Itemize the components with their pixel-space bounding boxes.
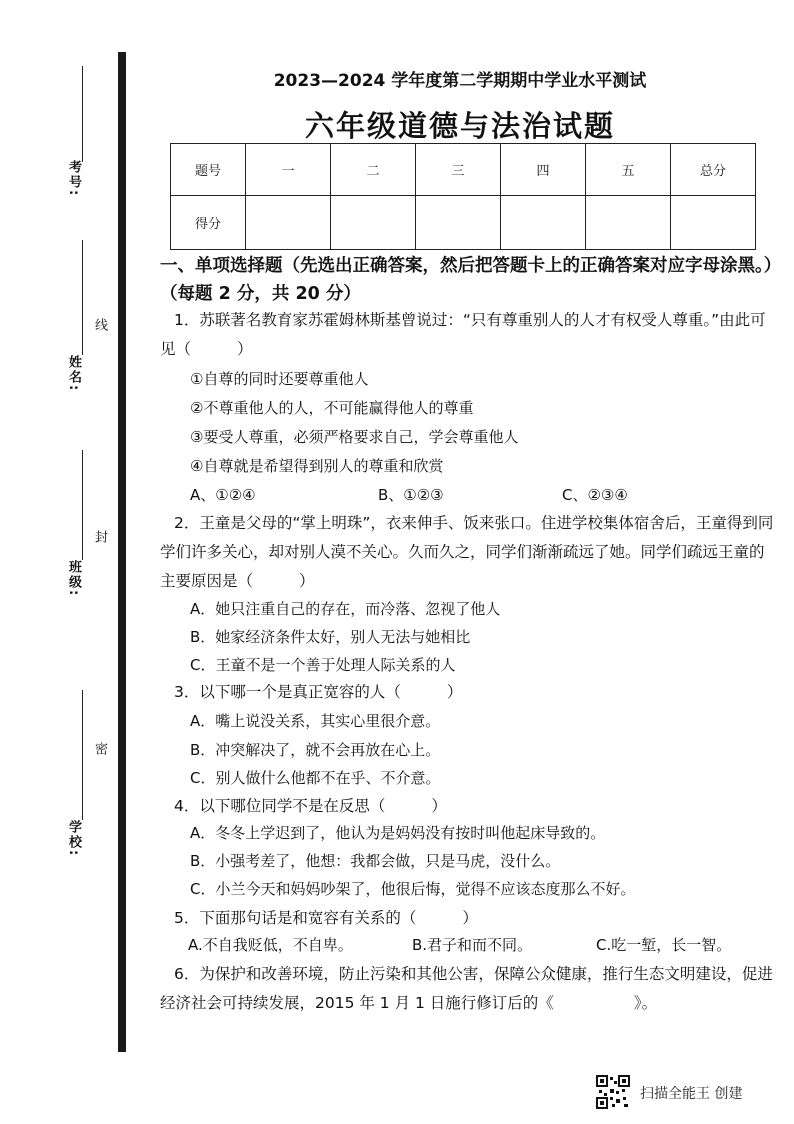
question-1-item: ④自尊就是希望得到别人的尊重和欣赏 [190, 457, 444, 475]
qr-code-icon [596, 1075, 630, 1109]
question-6-stem: 6．为保护和改善环境，防止污染和其他公害，保障公众健康，推行生态文明建设，促进经济社会可持续发展，2015 年 1 月 1 日施行修订后的《 》。 [160, 965, 773, 1012]
score-header-cell: 二 [331, 144, 416, 196]
question-1-item: ③要受人尊重，必须严格要求自己，学会尊重他人 [190, 428, 519, 446]
exam-number-line [82, 66, 83, 162]
class-line [82, 450, 83, 560]
question-5-option-b[interactable]: B.君子和而不同。 [412, 936, 533, 954]
name-label: 姓名: [66, 355, 81, 393]
score-header-cell: 一 [246, 144, 331, 196]
seal-feng-char: 封 [92, 530, 107, 543]
score-cell[interactable] [246, 196, 331, 250]
question-1-option-a[interactable]: A、①②④ [190, 486, 256, 504]
question-4-option-b[interactable]: B．小强考差了，他想：我都会做，只是马虎，没什么。 [190, 852, 561, 870]
question-3-stem: 3．以下哪一个是真正宽容的人（ ） [174, 683, 463, 701]
name-line [82, 240, 83, 355]
score-cell[interactable] [671, 196, 756, 250]
exam-term-title: 2023—2024 学年度第二学期期中学业水平测试 [273, 71, 647, 91]
section-heading: 一、单项选择题（先选出正确答案，然后把答题卡上的正确答案对应字母涂黑。）（每题 2 分，共 20 分） [160, 256, 773, 304]
seal-line-char: 线 [92, 318, 107, 331]
score-cell[interactable] [586, 196, 671, 250]
score-table [170, 143, 756, 250]
question-5-option-c[interactable]: C.吃一堑，长一智。 [596, 936, 732, 954]
question-2-option-b[interactable]: B．她家经济条件太好，别人无法与她相比 [190, 628, 471, 646]
score-header-cell: 五 [586, 144, 671, 196]
score-header-cell: 三 [416, 144, 501, 196]
question-2-option-a[interactable]: A．她只注重自己的存在，而冷落、忽视了他人 [190, 600, 501, 618]
score-header-cell: 总分 [671, 144, 756, 196]
question-4-stem: 4．以下哪位同学不是在反思（ ） [174, 797, 447, 815]
exam-number-label: 考号: [66, 160, 81, 198]
score-cell[interactable] [331, 196, 416, 250]
seal-mi-char: 密 [92, 742, 107, 755]
question-3-option-c[interactable]: C．别人做什么他都不在乎、不介意。 [190, 769, 441, 787]
score-header-cell: 四 [501, 144, 586, 196]
question-1-option-c[interactable]: C、②③④ [562, 486, 628, 504]
question-2-stem: 2．王童是父母的“掌上明珠”，衣来伸手、饭来张口。住进学校集体宿舍后，王童得到同学们许多关心，却对别人漠不关心。久而久之，同学们渐渐疏远了她。同学们疏远王童的主要原因是（ ） [160, 514, 774, 590]
question-4-option-c[interactable]: C．小兰今天和妈妈吵架了，他很后悔，觉得不应该态度那么不好。 [190, 880, 636, 898]
question-4-option-a[interactable]: A．冬冬上学迟到了，他认为是妈妈没有按时叫他起床导致的。 [190, 824, 606, 842]
score-cell[interactable] [501, 196, 586, 250]
scanner-watermark: 扫描全能王 创建 [640, 1086, 743, 1102]
question-1-item: ②不尊重他人的人，不可能赢得他人的尊重 [190, 399, 474, 417]
school-line [82, 690, 83, 820]
school-label: 学校: [66, 820, 81, 858]
class-label: 班级: [66, 560, 81, 598]
score-row-label: 得分 [171, 196, 246, 250]
question-3-option-a[interactable]: A．嘴上说没关系，其实心里很介意。 [190, 712, 441, 730]
score-cell[interactable] [416, 196, 501, 250]
question-3-option-b[interactable]: B．冲突解决了，就不会再放在心上。 [190, 741, 441, 759]
question-1-option-b[interactable]: B、①②③ [378, 486, 444, 504]
binding-bar [118, 52, 126, 1052]
question-5-stem: 5．下面那句话是和宽容有关系的（ ） [174, 909, 478, 927]
question-1-item: ①自尊的同时还要尊重他人 [190, 370, 369, 388]
question-2-option-c[interactable]: C．王童不是一个善于处理人际关系的人 [190, 656, 456, 674]
question-5-option-a[interactable]: A.不自我贬低，不自卑。 [188, 936, 353, 954]
score-header-cell: 题号 [171, 144, 246, 196]
question-1-stem: 1．苏联著名教育家苏霍姆林斯基曾说过：“只有尊重别人的人才有权受人尊重。”由此可见（ ） [160, 311, 766, 358]
exam-subject-title: 六年级道德与法治试题 [304, 109, 615, 143]
